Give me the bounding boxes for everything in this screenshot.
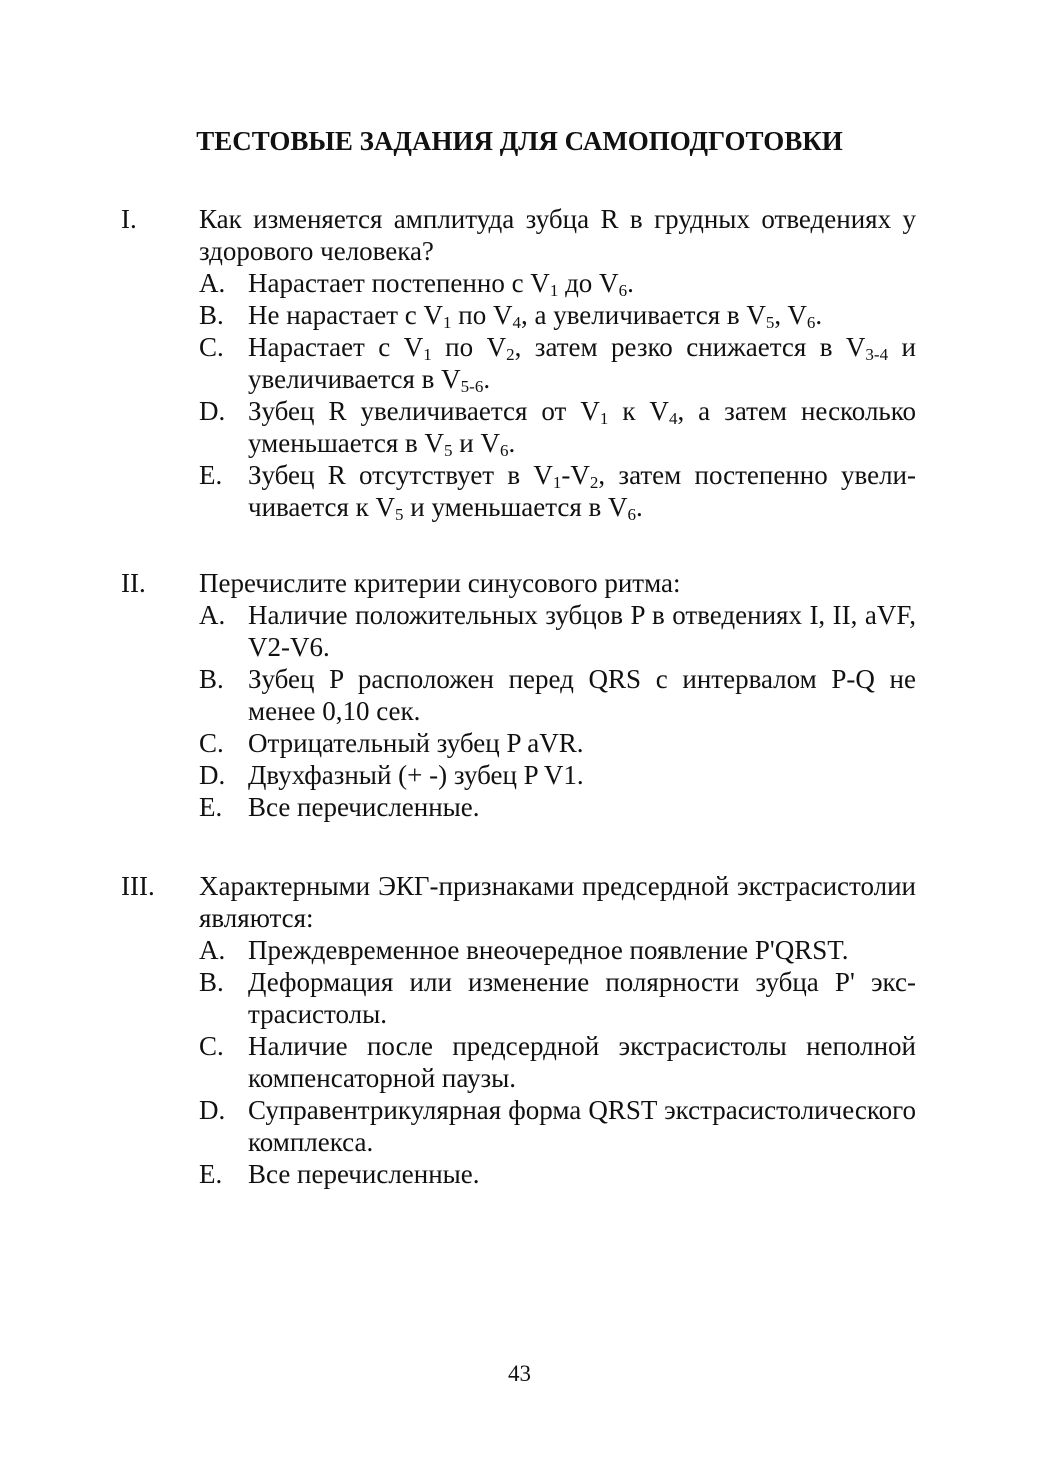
- answer-option: [199, 663, 916, 727]
- answer-option: [199, 966, 916, 1030]
- question-text: Характерными ЭКГ-признаками предсердной экстрасистолии являются:: [199, 871, 916, 933]
- option-text: Отрицательный зубец P aVR.: [248, 728, 584, 758]
- option-letter: C.: [199, 332, 224, 362]
- subscript: 2: [506, 345, 515, 364]
- option-letter: A.: [199, 935, 226, 965]
- option-text: Нарастает с $V_1$ по $V_2$, затем резко снижается в $V_{3-4}$ и увеличивается в $V_{5-6}$.: [248, 332, 916, 396]
- option-letter: D.: [199, 396, 226, 426]
- answer-option: [199, 1094, 916, 1158]
- answer-option: [199, 331, 916, 395]
- answer-option: [199, 599, 916, 663]
- subscript: 1: [423, 345, 432, 364]
- option-letter: A.: [199, 268, 226, 298]
- option-text: Все перечисленные.: [248, 1159, 480, 1189]
- question-number: II.: [121, 568, 146, 598]
- option-text: Деформация или изменение полярности зубца P' экстрасистолы.: [248, 967, 916, 1029]
- answer-option: [199, 759, 916, 791]
- answer-option: [199, 727, 916, 759]
- answer-options: [199, 267, 916, 523]
- answer-option: [199, 1158, 916, 1190]
- option-text: Нарастает постепенно с $V_1$ до $V_6$.: [248, 268, 634, 300]
- option-text: Наличие положительных зубцов P в отведениях I, II, aVF, V2-V6.: [248, 600, 916, 662]
- subscript: 1: [552, 473, 562, 492]
- subscript: 6: [627, 505, 637, 524]
- answer-option: [199, 934, 916, 966]
- answer-option: [199, 395, 916, 459]
- answer-option: [199, 791, 916, 823]
- option-text: Не нарастает с $V_1$ по $V_4$, а увеличивается в $V_5$, $V_6$.: [248, 300, 823, 332]
- page-number: 43: [508, 1361, 531, 1386]
- answer-option: [199, 267, 916, 299]
- option-letter: E.: [199, 792, 223, 822]
- option-text: Двухфазный (+ -) зубец P V1.: [248, 760, 584, 790]
- option-text: Преждевременное внеочередное появление P'QRST.: [248, 935, 849, 965]
- subscript: 1: [443, 313, 452, 332]
- option-letter: D.: [199, 760, 226, 790]
- subscript: 5-6: [460, 377, 484, 396]
- answer-option: [199, 459, 916, 523]
- subscript: 6: [806, 313, 816, 332]
- option-text: Наличие после предсердной экстрасистолы неполной компенсаторной паузы.: [248, 1031, 916, 1093]
- option-letter: B.: [199, 664, 224, 694]
- option-text: Зубец P расположен перед QRS с интервалом P-Q не менее 0,10 сек.: [248, 664, 916, 726]
- answer-options: [199, 599, 916, 823]
- subscript: 2: [589, 473, 599, 492]
- option-text: Суправентрикулярная форма QRST экстрасистолического комплекса.: [248, 1095, 916, 1157]
- option-text: Зубец R отсутствует в $V_1-V_2$, затем постепенно увеличивается к $V_5$ и уменьшается в $V_6$.: [248, 460, 916, 524]
- subscript: 5: [765, 313, 775, 332]
- option-text: Зубец R увеличивается от $V_1$ к $V_4$, а затем несколько уменьшается в $V_5$ и $V_6$.: [248, 396, 916, 460]
- option-letter: E.: [199, 1159, 223, 1189]
- subscript: 5: [444, 441, 453, 460]
- subscript: 4: [512, 313, 521, 332]
- subscript: 6: [618, 281, 628, 300]
- option-letter: C.: [199, 1031, 224, 1061]
- subscript: 6: [499, 441, 509, 460]
- option-letter: B.: [199, 300, 224, 330]
- answer-option: [199, 299, 916, 331]
- option-letter: B.: [199, 967, 224, 997]
- question-number: III.: [121, 871, 155, 901]
- option-letter: A.: [199, 600, 226, 630]
- question-number: I.: [121, 204, 137, 234]
- answer-options: [199, 934, 916, 1190]
- page-title: ТЕСТОВЫЕ ЗАДАНИЯ ДЛЯ САМОПОДГОТОВКИ: [196, 126, 843, 156]
- question-text: Перечислите критерии синусового ритма:: [199, 568, 681, 598]
- option-text: Все перечисленные.: [248, 792, 480, 822]
- subscript: 3-4: [865, 345, 889, 364]
- subscript: 1: [599, 409, 609, 428]
- option-letter: D.: [199, 1095, 226, 1125]
- subscript: 1: [549, 281, 559, 300]
- option-letter: E.: [199, 460, 223, 490]
- subscript: 5: [395, 505, 404, 524]
- subscript: 4: [668, 409, 678, 428]
- answer-option: [199, 1030, 916, 1094]
- option-letter: C.: [199, 728, 224, 758]
- question-text: Как изменяется амплитуда зубца R в грудных отведениях у здорового человека?: [199, 204, 916, 266]
